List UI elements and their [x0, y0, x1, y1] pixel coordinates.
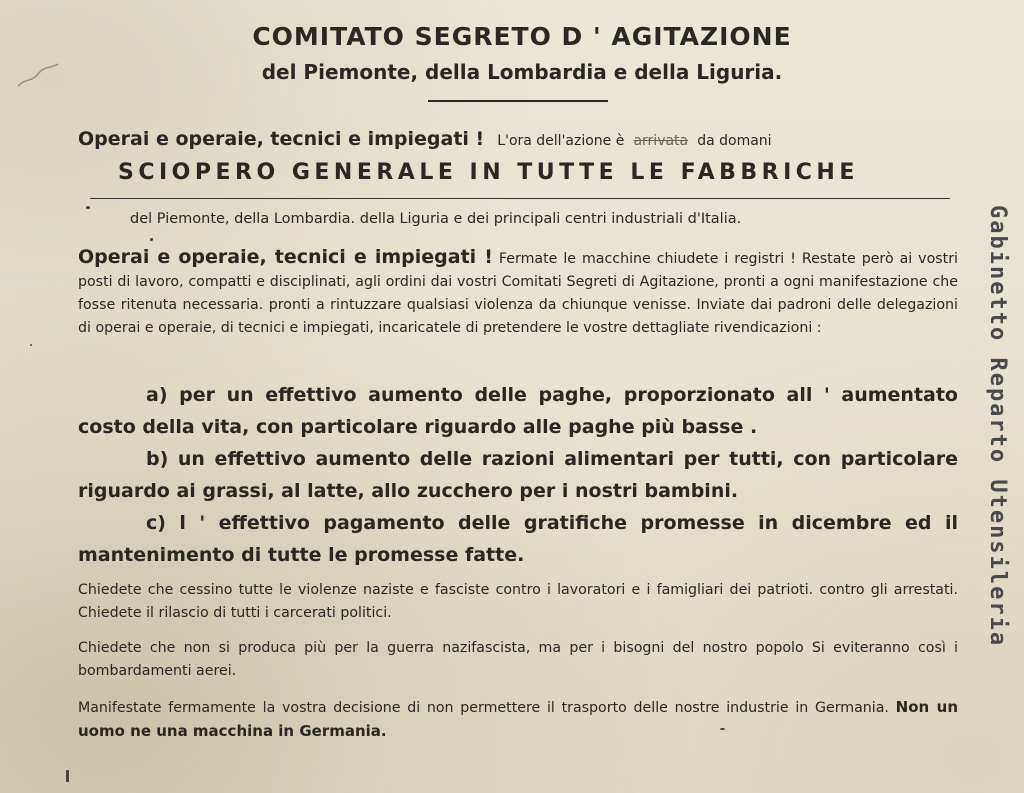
department-stamp: Gabinetto Reparto Utensileria [985, 205, 1010, 648]
demand-c: c) l ' effettivo pagamento delle gratifiche promesse in dicembre ed il mantenimento di tutte le promesse fatte. [78, 512, 958, 566]
germany-slogan: Non un uomo ne una macchina in Germania. [78, 698, 959, 740]
paper-speck [150, 238, 153, 241]
paragraph-violence: Chiedete che cessino tutte le violenze naziste e fasciste contro i lavoratori e i famigliari dei patrioti. contro gli arrestati. Chiedete il rilascio di tutti i carcerati politici. [78, 582, 958, 621]
main-text: Fermate le macchine chiudete i registri ! Restate però ai vostri posti di lavoro, compatti e disciplinati, agli ordini dai vostri Comitati Segreti di Agitazione, pronti a ogni manifestazione che fosse ritenuta necessaria. pronti a rintuzzare qualsiasi violenza da chiunque venisse. Inviate dai padroni delle delegazioni di operai e operaie, di tecnici e impiegati, incaricatele di pretendere le vostre dettagliate rivendicazioni : [78, 251, 958, 336]
intro-note-struck: arrivata [633, 133, 689, 149]
paper-speck [66, 770, 69, 782]
committee-title: COMITATO SEGRETO D ' AGITAZIONE [252, 22, 792, 51]
strike-headline: SCIOPERO GENERALE IN TUTTE LE FABBRICHE [118, 160, 859, 185]
paper-speck [720, 728, 725, 730]
intro-call: Operai e operaie, tecnici e impiegati ! [78, 128, 485, 150]
regions-subtitle: del Piemonte, della Lombardia e della Liguria. [261, 60, 783, 84]
main-paragraph [78, 246, 958, 340]
title-underline [428, 100, 608, 102]
headline-subline: del Piemonte, della Lombardia. della Liguria e dei principali centri industriali d'Italia. [130, 211, 742, 227]
germany-text: Manifestate fermamente la vostra decisione di non permettere il trasporto delle nostre industrie in Germania. [78, 700, 889, 716]
paper-speck [86, 206, 90, 209]
demand-a: a) per un effettivo aumento delle paghe, proporzionato all ' aumentato costo della vita, con particolare riguardo alle paghe più basse . [78, 384, 958, 438]
paragraph-germany [78, 696, 958, 744]
intro-note-suffix: da domani [697, 133, 772, 149]
headline-rule [90, 198, 950, 199]
intro-note-prefix: L'ora dell'azione è [497, 133, 625, 149]
main-call: Operai e operaie, tecnici e impiegati ! [78, 246, 493, 268]
demand-b: b) un effettivo aumento delle razioni alimentari per tutti, con particolare riguardo ai grassi, al latte, allo zucchero per i nostri bambini. [78, 448, 958, 502]
paragraph-war-production: Chiedete che non si produca più per la guerra nazifascista, ma per i bisogni del nostro popolo Si eviteranno così i bombardamenti aerei. [78, 640, 958, 679]
intro-line [78, 128, 772, 150]
paper-speck [30, 344, 32, 346]
